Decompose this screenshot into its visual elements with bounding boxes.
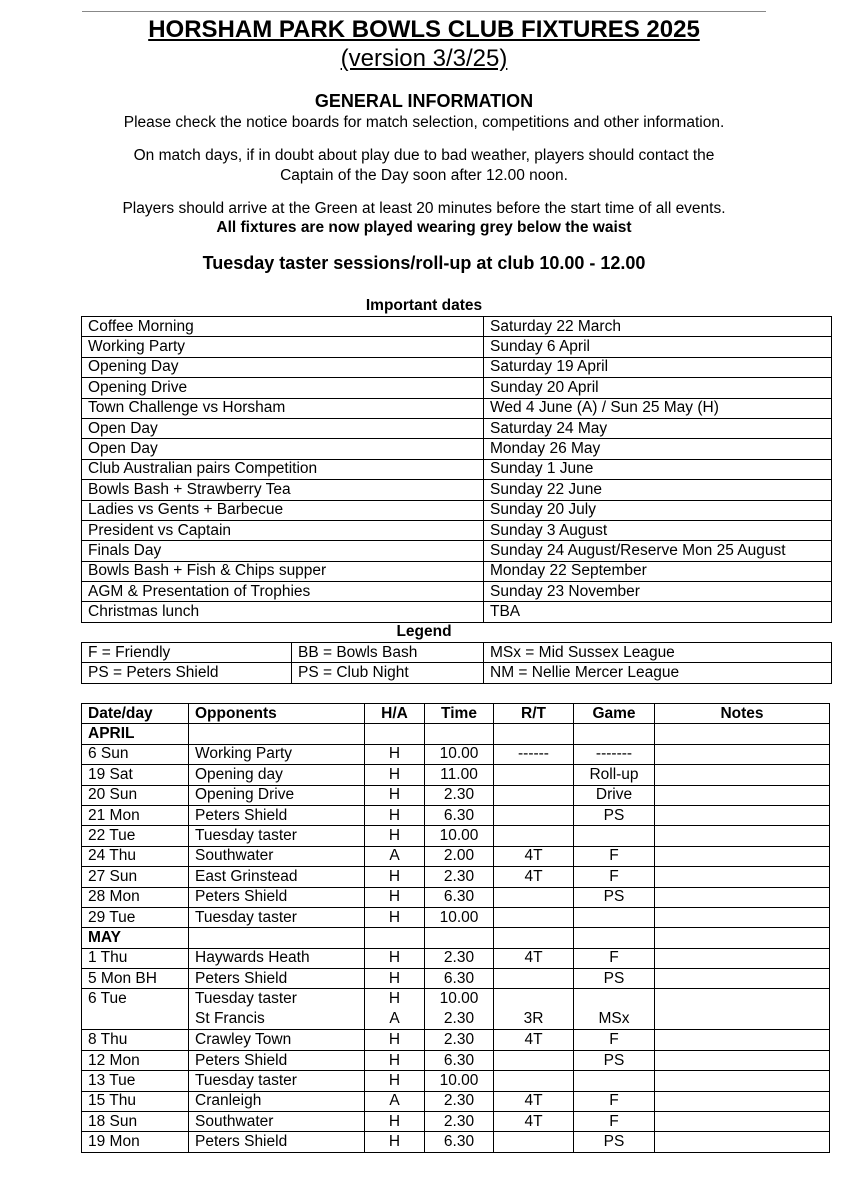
home-away-cell: H — [365, 1050, 425, 1070]
opponent-cell: Southwater — [189, 1112, 365, 1132]
notes-cell — [655, 765, 830, 785]
event-name: President vs Captain — [82, 520, 484, 540]
home-away-cell: H — [365, 765, 425, 785]
top-rule — [82, 11, 766, 12]
fixture-row — [82, 1071, 830, 1091]
time-cell: 10.00 — [425, 744, 494, 764]
notes-cell — [655, 867, 830, 887]
legend-entry: BB = Bowls Bash — [292, 643, 484, 663]
fixture-line-value — [494, 989, 573, 1009]
date-cell: 28 Mon — [82, 887, 189, 907]
version-label: (version 3/3/25) — [340, 45, 508, 72]
month-label: MAY — [82, 928, 189, 948]
date-cell: 22 Tue — [82, 826, 189, 846]
time-cell: 2.30 — [425, 1112, 494, 1132]
empty-cell — [365, 928, 425, 948]
fixture-row — [82, 765, 830, 785]
notes-cell — [655, 969, 830, 989]
month-row — [82, 928, 830, 948]
time-cell: 6.30 — [425, 969, 494, 989]
rinks-cell: 4T — [494, 1112, 574, 1132]
weather-paragraph-line2: Captain of the Day soon after 12.00 noon. — [280, 167, 568, 184]
opponent-cell: Peters Shield — [189, 969, 365, 989]
column-header: Game — [574, 704, 655, 724]
empty-cell — [574, 724, 655, 744]
important-date-row — [82, 357, 832, 377]
notes-cell — [655, 1050, 830, 1070]
rinks-cell — [494, 805, 574, 825]
notes-cell — [655, 1030, 830, 1050]
event-date: Sunday 6 April — [484, 337, 832, 357]
time-cell: 2.30 — [425, 1091, 494, 1111]
date-cell: 6 Sun — [82, 744, 189, 764]
date-cell: 21 Mon — [82, 805, 189, 825]
home-away-cell: H — [365, 867, 425, 887]
taster-sessions-heading: Tuesday taster sessions/roll-up at club 10.00 - 12.00 — [202, 253, 646, 273]
fixture-line-value: MSx — [598, 1010, 630, 1028]
important-date-row — [82, 500, 832, 520]
event-name: Bowls Bash + Strawberry Tea — [82, 480, 484, 500]
game-cell: ------- — [574, 744, 655, 764]
notes-cell — [655, 785, 830, 805]
rinks-cell — [494, 826, 574, 846]
date-cell: 13 Tue — [82, 1071, 189, 1091]
home-away-cell: H — [365, 969, 425, 989]
home-away-cell: H — [365, 948, 425, 968]
home-away-cell: A — [365, 1091, 425, 1111]
legend-entry: F = Friendly — [82, 643, 292, 663]
event-date: Sunday 1 June — [484, 459, 832, 479]
game-cell: PS — [574, 969, 655, 989]
notes-cell — [655, 846, 830, 866]
fixtures-table — [81, 703, 830, 1153]
rinks-cell: 4T — [494, 1091, 574, 1111]
column-header: R/T — [494, 704, 574, 724]
game-cell: F — [574, 1112, 655, 1132]
event-name: AGM & Presentation of Trophies — [82, 582, 484, 602]
event-name: Opening Day — [82, 357, 484, 377]
game-cell — [574, 989, 655, 1030]
game-cell: F — [574, 846, 655, 866]
empty-cell — [425, 928, 494, 948]
page-title: HORSHAM PARK BOWLS CLUB FIXTURES 2025 — [148, 16, 700, 43]
empty-cell — [365, 724, 425, 744]
home-away-cell: H — [365, 826, 425, 846]
important-date-row — [82, 541, 832, 561]
opponent-cell: Crawley Town — [189, 1030, 365, 1050]
opponent-cell: Working Party — [189, 744, 365, 764]
notes-cell — [655, 1071, 830, 1091]
fixture-line-value: St Francis — [195, 1010, 265, 1028]
game-cell: Roll-up — [574, 765, 655, 785]
rinks-cell: 4T — [494, 846, 574, 866]
date-cell: 8 Thu — [82, 1030, 189, 1050]
opponent-cell: East Grinstead — [189, 867, 365, 887]
important-date-row — [82, 520, 832, 540]
rinks-cell — [494, 907, 574, 927]
time-cell: 6.30 — [425, 805, 494, 825]
date-cell: 5 Mon BH — [82, 969, 189, 989]
opponent-cell: Opening day — [189, 765, 365, 785]
important-dates-table — [81, 316, 832, 623]
opponent-cell: Tuesday taster — [189, 826, 365, 846]
column-header: H/A — [365, 704, 425, 724]
rinks-cell: ------ — [494, 744, 574, 764]
fixture-row — [82, 989, 830, 1030]
rinks-cell: 4T — [494, 948, 574, 968]
opponent-cell: Peters Shield — [189, 887, 365, 907]
important-date-row — [82, 602, 832, 622]
fixture-row — [82, 907, 830, 927]
empty-cell — [425, 724, 494, 744]
game-cell — [574, 826, 655, 846]
date-cell: 24 Thu — [82, 846, 189, 866]
legend-row — [82, 643, 832, 663]
empty-cell — [655, 724, 830, 744]
date-cell: 20 Sun — [82, 785, 189, 805]
opponent-cell: Tuesday taster — [189, 1071, 365, 1091]
date-cell: 15 Thu — [82, 1091, 189, 1111]
important-date-row — [82, 561, 832, 581]
game-cell: F — [574, 948, 655, 968]
home-away-cell: H — [365, 785, 425, 805]
fixture-row — [82, 846, 830, 866]
event-date: Sunday 24 August/Reserve Mon 25 August — [484, 541, 832, 561]
important-date-row — [82, 459, 832, 479]
notes-cell — [655, 1091, 830, 1111]
opponent-cell: Cranleigh — [189, 1091, 365, 1111]
event-date: Sunday 22 June — [484, 480, 832, 500]
game-cell — [574, 1071, 655, 1091]
home-away-cell: H — [365, 1030, 425, 1050]
column-header: Opponents — [189, 704, 365, 724]
notes-cell — [655, 826, 830, 846]
fixture-row — [82, 969, 830, 989]
important-date-row — [82, 439, 832, 459]
game-cell — [574, 907, 655, 927]
important-date-row — [82, 378, 832, 398]
opponent-cell: Peters Shield — [189, 1132, 365, 1152]
opponent-cell: Southwater — [189, 846, 365, 866]
game-cell: F — [574, 867, 655, 887]
event-name: Club Australian pairs Competition — [82, 459, 484, 479]
event-name: Christmas lunch — [82, 602, 484, 622]
home-away-cell: H — [365, 907, 425, 927]
column-header: Time — [425, 704, 494, 724]
fixture-line-value: 2.30 — [443, 1010, 475, 1028]
important-dates-caption: Important dates — [365, 297, 483, 314]
dress-code-paragraph: All fixtures are now played wearing grey below the waist — [216, 219, 632, 236]
month-row — [82, 724, 830, 744]
rinks-cell — [494, 1050, 574, 1070]
home-away-cell: H — [365, 1112, 425, 1132]
fixture-line-value: 10.00 — [439, 990, 479, 1008]
weather-paragraph-line1: On match days, if in doubt about play due to bad weather, players should contact the — [133, 147, 715, 164]
event-name: Coffee Morning — [82, 317, 484, 337]
event-name: Ladies vs Gents + Barbecue — [82, 500, 484, 520]
fixture-row — [82, 1132, 830, 1152]
fixture-line-value: H — [388, 990, 401, 1008]
event-name: Open Day — [82, 439, 484, 459]
time-cell: 11.00 — [425, 765, 494, 785]
date-cell: 19 Mon — [82, 1132, 189, 1152]
game-cell: PS — [574, 1050, 655, 1070]
event-date: Sunday 3 August — [484, 520, 832, 540]
fixture-line-value: Tuesday taster — [195, 990, 297, 1008]
rinks-cell: 4T — [494, 1030, 574, 1050]
event-name: Open Day — [82, 418, 484, 438]
opponent-cell: Haywards Heath — [189, 948, 365, 968]
time-cell: 10.00 — [425, 1071, 494, 1091]
general-info-heading: GENERAL INFORMATION — [314, 91, 534, 111]
arrival-paragraph: Players should arrive at the Green at least 20 minutes before the start time of all events. — [122, 200, 726, 217]
notes-cell — [655, 948, 830, 968]
time-cell: 2.30 — [425, 867, 494, 887]
fixture-line-value: A — [389, 1010, 400, 1028]
home-away-cell: H — [365, 887, 425, 907]
rinks-cell — [494, 1132, 574, 1152]
notes-cell — [655, 1132, 830, 1152]
home-away-cell: H — [365, 805, 425, 825]
game-cell: PS — [574, 805, 655, 825]
home-away-cell: A — [365, 846, 425, 866]
notes-cell — [655, 989, 830, 1030]
date-cell: 29 Tue — [82, 907, 189, 927]
opponent-cell — [189, 989, 365, 1030]
time-cell — [425, 989, 494, 1030]
rinks-cell — [494, 989, 574, 1030]
column-header: Notes — [655, 704, 830, 724]
event-date: Saturday 24 May — [484, 418, 832, 438]
legend-entry: PS = Peters Shield — [82, 663, 292, 683]
legend-entry: MSx = Mid Sussex League — [484, 643, 832, 663]
event-name: Opening Drive — [82, 378, 484, 398]
event-date: Saturday 22 March — [484, 317, 832, 337]
important-date-row — [82, 317, 832, 337]
fixture-row — [82, 1091, 830, 1111]
time-cell: 2.30 — [425, 1030, 494, 1050]
game-cell: PS — [574, 887, 655, 907]
column-header: Date/day — [82, 704, 189, 724]
legend-entry: NM = Nellie Mercer League — [484, 663, 832, 683]
fixture-line-value: 3R — [523, 1010, 544, 1028]
fixture-row — [82, 785, 830, 805]
home-away-cell: H — [365, 1071, 425, 1091]
date-cell: 18 Sun — [82, 1112, 189, 1132]
rinks-cell — [494, 1071, 574, 1091]
opponent-cell: Peters Shield — [189, 1050, 365, 1070]
event-name: Bowls Bash + Fish & Chips supper — [82, 561, 484, 581]
notice-boards-paragraph: Please check the notice boards for match selection, competitions and other information. — [123, 114, 725, 131]
opponent-cell: Opening Drive — [189, 785, 365, 805]
event-name: Finals Day — [82, 541, 484, 561]
legend-caption: Legend — [396, 623, 452, 640]
time-cell: 6.30 — [425, 1132, 494, 1152]
event-date: TBA — [484, 602, 832, 622]
fixture-row — [82, 1030, 830, 1050]
date-cell: 1 Thu — [82, 948, 189, 968]
fixture-row — [82, 887, 830, 907]
game-cell: PS — [574, 1132, 655, 1152]
rinks-cell — [494, 887, 574, 907]
rinks-cell — [494, 969, 574, 989]
empty-cell — [494, 724, 574, 744]
time-cell: 10.00 — [425, 826, 494, 846]
time-cell: 6.30 — [425, 887, 494, 907]
opponent-cell: Tuesday taster — [189, 907, 365, 927]
opponent-cell: Peters Shield — [189, 805, 365, 825]
rinks-cell — [494, 765, 574, 785]
home-away-cell: H — [365, 1132, 425, 1152]
important-date-row — [82, 582, 832, 602]
legend-entry: PS = Club Night — [292, 663, 484, 683]
event-date: Monday 26 May — [484, 439, 832, 459]
time-cell: 6.30 — [425, 1050, 494, 1070]
fixtures-header-row — [82, 704, 830, 724]
event-date: Monday 22 September — [484, 561, 832, 581]
event-date: Sunday 23 November — [484, 582, 832, 602]
fixture-row — [82, 867, 830, 887]
important-date-row — [82, 418, 832, 438]
home-away-cell — [365, 989, 425, 1030]
event-date: Wed 4 June (A) / Sun 25 May (H) — [484, 398, 832, 418]
fixture-row — [82, 948, 830, 968]
time-cell: 2.30 — [425, 948, 494, 968]
empty-cell — [574, 928, 655, 948]
notes-cell — [655, 805, 830, 825]
rinks-cell: 4T — [494, 867, 574, 887]
game-cell: Drive — [574, 785, 655, 805]
date-cell: 27 Sun — [82, 867, 189, 887]
event-date: Saturday 19 April — [484, 357, 832, 377]
event-date: Sunday 20 April — [484, 378, 832, 398]
month-label: APRIL — [82, 724, 189, 744]
fixture-row — [82, 805, 830, 825]
time-cell: 2.30 — [425, 785, 494, 805]
rinks-cell — [494, 785, 574, 805]
game-cell: F — [574, 1030, 655, 1050]
fixture-row — [82, 1050, 830, 1070]
fixture-row — [82, 1112, 830, 1132]
notes-cell — [655, 1112, 830, 1132]
time-cell: 2.00 — [425, 846, 494, 866]
date-cell: 12 Mon — [82, 1050, 189, 1070]
home-away-cell: H — [365, 744, 425, 764]
important-date-row — [82, 337, 832, 357]
fixture-row — [82, 826, 830, 846]
empty-cell — [655, 928, 830, 948]
legend-row — [82, 663, 832, 683]
fixture-row — [82, 744, 830, 764]
notes-cell — [655, 907, 830, 927]
time-cell: 10.00 — [425, 907, 494, 927]
notes-cell — [655, 744, 830, 764]
empty-cell — [189, 724, 365, 744]
game-cell: F — [574, 1091, 655, 1111]
notes-cell — [655, 887, 830, 907]
legend-table — [81, 642, 832, 684]
empty-cell — [494, 928, 574, 948]
event-name: Working Party — [82, 337, 484, 357]
important-date-row — [82, 480, 832, 500]
event-name: Town Challenge vs Horsham — [82, 398, 484, 418]
date-cell: 6 Tue — [82, 989, 189, 1030]
event-date: Sunday 20 July — [484, 500, 832, 520]
empty-cell — [189, 928, 365, 948]
fixture-line-value — [574, 989, 654, 1009]
important-date-row — [82, 398, 832, 418]
date-cell: 19 Sat — [82, 765, 189, 785]
